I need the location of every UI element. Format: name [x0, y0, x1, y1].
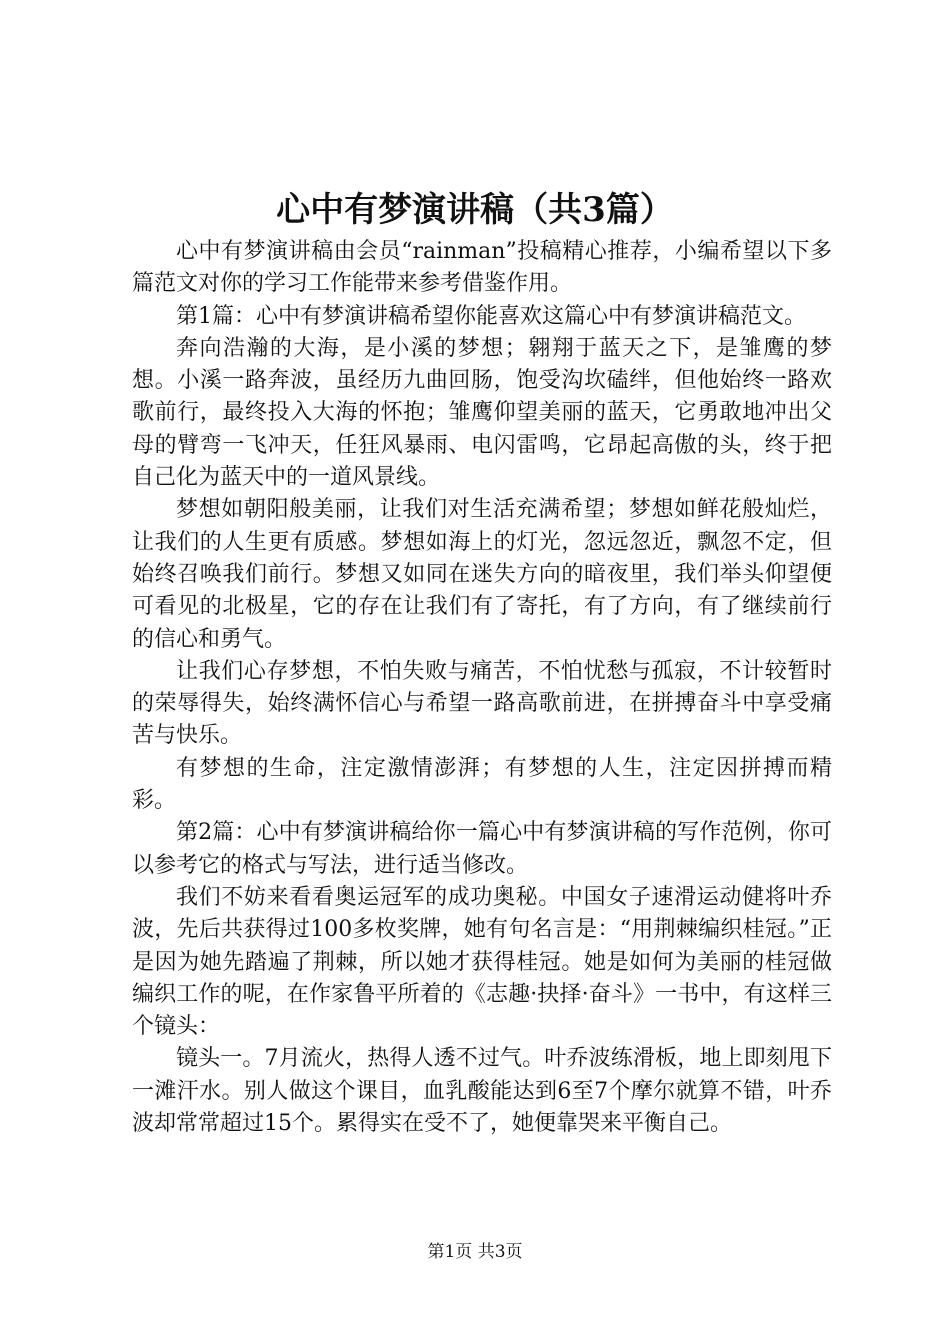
paragraph: 我们不妨来看看奥运冠军的成功奥秘。中国女子速滑运动健将叶乔波，先后共获得过100多枚奖牌，她有句名言是：“用荆棘编织桂冠。”正是因为她先踏遍了荆棘，所以她才获得桂冠。她是如何为美丽的桂冠做编织工作的呢，在作家鲁平所着的《志趣·抉择·奋斗》一书中，有这样三个镜头：	[132, 884, 832, 1040]
paragraph-article-2-heading: 第2篇：心中有梦演讲稿给你一篇心中有梦演讲稿的写作范例，你可以参考它的格式与写法，进行适当修改。	[132, 820, 832, 878]
paragraph: 梦想如朝阳般美丽，让我们对生活充满希望；梦想如鲜花般灿烂，让我们的人生更有质感。梦想如海上的灯光，忽远忽近，飘忽不定，但始终召唤我们前行。梦想又如同在迷失方向的暗夜里，我们举头仰望便可看见的北极星，它的存在让我们有了寄托，有了方向，有了继续前行的信心和勇气。	[132, 497, 832, 652]
paragraph: 有梦想的生命，注定激情澎湃；有梦想的人生，注定因拼搏而精彩。	[132, 755, 832, 814]
paragraph: 让我们心存梦想，不怕失败与痛苦，不怕忧愁与孤寂，不计较暂时的荣辱得失，始终满怀信心与希望一路高歌前进，在拼搏奋斗中享受痛苦与快乐。	[132, 658, 832, 749]
paragraph: 镜头一。7月流火，热得人透不过气。叶乔波练滑板，地上即刻甩下一滩汗水。别人做这个课目，血乳酸能达到6至7个摩尔就算不错，叶乔波却常常超过15个。累得实在受不了，她便靠哭来平衡自己。	[132, 1046, 832, 1137]
paragraph-article-1-heading: 第1篇：心中有梦演讲稿希望你能喜欢这篇心中有梦演讲稿范文。	[176, 303, 806, 329]
page-footer: 第1页 共3页	[427, 1242, 523, 1262]
paragraph-intro: 心中有梦演讲稿由会员“rainman”投稿精心推荐，小编希望以下多篇范文对你的学习工作能带来参考借鉴作用。	[132, 239, 832, 297]
paragraph: 奔向浩瀚的大海，是小溪的梦想；翱翔于蓝天之下，是雏鹰的梦想。小溪一路奔波，虽经历九曲回肠，饱受沟坎磕绊，但他始终一路欢歌前行，最终投入大海的怀抱；雏鹰仰望美丽的蓝天，它勇敢地冲出父母的臂弯一飞冲天，任狂风暴雨、电闪雷鸣，它昂起高傲的头，终于把自己化为蓝天中的一道风景线。	[132, 335, 832, 491]
document-body	[132, 236, 832, 1140]
page-title: 心中有梦演讲稿（共3篇）	[276, 190, 674, 230]
